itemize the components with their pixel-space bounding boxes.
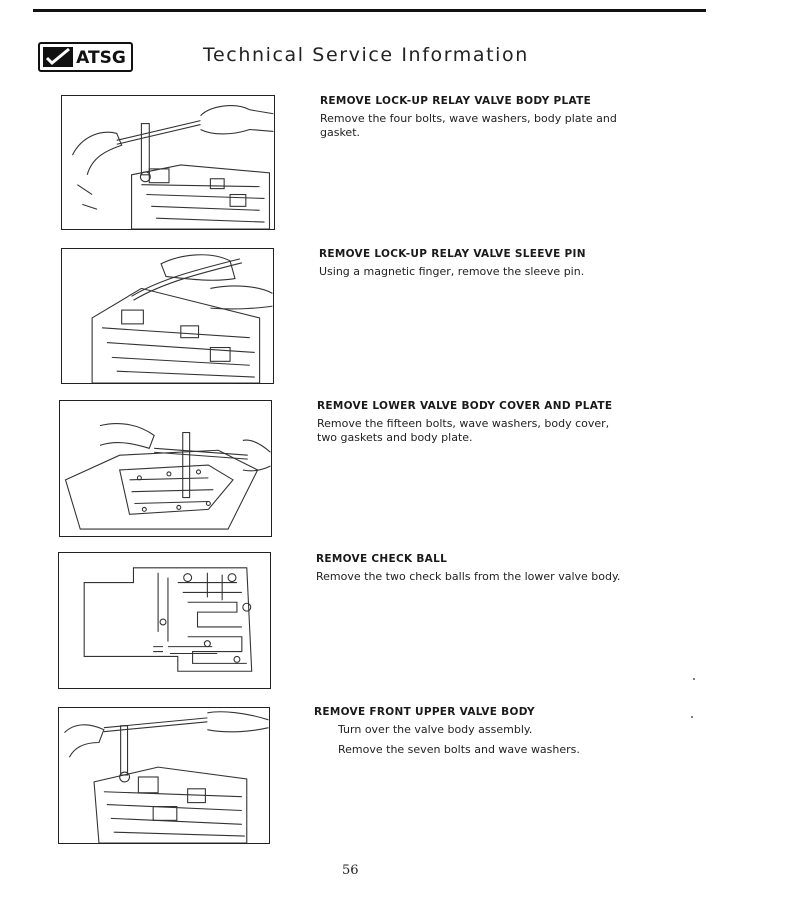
valve-body-passages-illustration bbox=[59, 553, 270, 688]
figure-3 bbox=[59, 400, 272, 537]
step-text: Remove the four bolts, wave washers, body plate and gasket. bbox=[320, 112, 617, 139]
page-title: Technical Service Information bbox=[203, 44, 529, 66]
step-3 bbox=[317, 400, 632, 445]
page-number: 56 bbox=[342, 863, 359, 878]
step-4 bbox=[316, 553, 631, 584]
top-rule bbox=[33, 9, 706, 12]
step-heading: REMOVE LOCK-UP RELAY VALVE BODY PLATE bbox=[320, 95, 592, 107]
step-1 bbox=[320, 95, 635, 140]
step-heading: REMOVE LOWER VALVE BODY COVER AND PLATE bbox=[317, 400, 613, 412]
step-text: Remove the fifteen bolts, wave washers, body cover, two gaskets and body plate. bbox=[317, 417, 610, 444]
logo-text: ATSG bbox=[76, 48, 126, 68]
step-text: Using a magnetic finger, remove the sleeve pin. bbox=[319, 265, 585, 278]
magnetic-finger-illustration bbox=[62, 249, 273, 383]
atsg-logo bbox=[38, 42, 133, 72]
step-5 bbox=[314, 706, 629, 763]
figure-4 bbox=[58, 552, 271, 689]
step-heading: REMOVE FRONT UPPER VALVE BODY bbox=[314, 706, 535, 718]
scan-speck bbox=[693, 678, 695, 680]
figure-2 bbox=[61, 248, 274, 384]
step-heading: REMOVE LOCK-UP RELAY VALVE SLEEVE PIN bbox=[319, 248, 586, 260]
figure-5 bbox=[58, 707, 270, 844]
step-2 bbox=[319, 248, 634, 279]
ratchet-front-upper-illustration bbox=[59, 708, 269, 843]
ratchet-lower-cover-illustration bbox=[60, 401, 271, 536]
ratchet-on-valve-body-illustration bbox=[62, 96, 274, 229]
scan-speck bbox=[691, 716, 693, 718]
step-text: Turn over the valve body assembly. bbox=[338, 723, 533, 736]
figure-1 bbox=[61, 95, 275, 230]
step-heading: REMOVE CHECK BALL bbox=[316, 553, 448, 565]
step-text: Remove the seven bolts and wave washers. bbox=[338, 743, 580, 756]
step-text: Remove the two check balls from the lower valve body. bbox=[316, 570, 621, 583]
